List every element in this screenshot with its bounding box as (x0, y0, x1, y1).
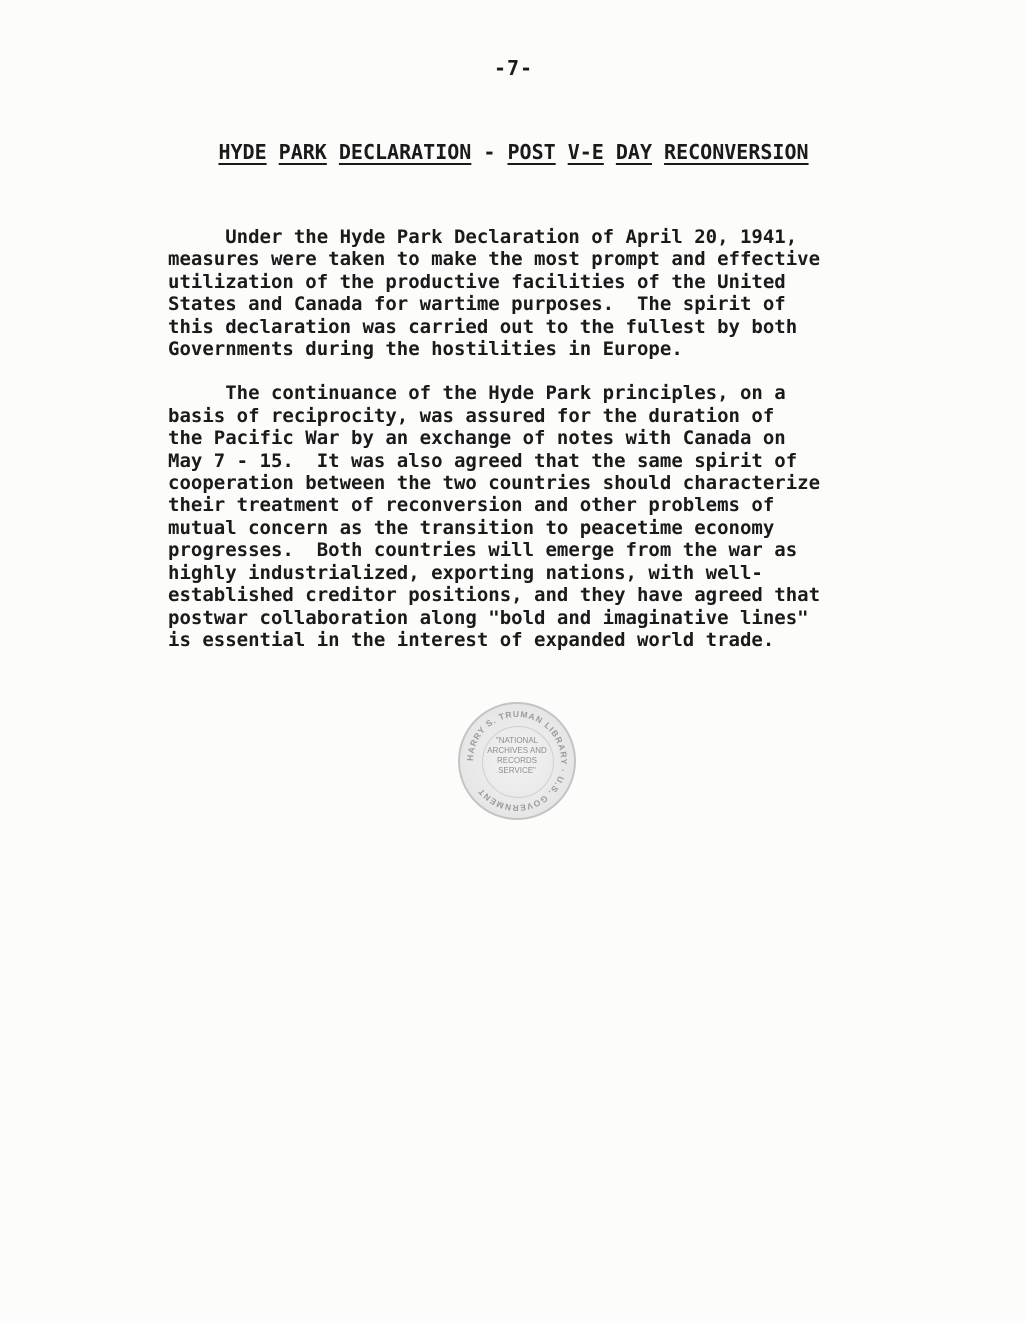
text-line: the Pacific War by an exchange of notes with Canada on (168, 427, 786, 450)
page-title (0, 140, 1027, 164)
text-line: highly industrialized, exporting nations, with well- (168, 561, 763, 584)
title-word: DAY (615, 140, 652, 164)
text-line: established creditor positions, and they have agreed that (168, 584, 821, 607)
text-line: progresses. Both countries will emerge from the war as (168, 539, 798, 562)
document-body (168, 226, 908, 673)
title-word: POST (507, 140, 556, 164)
paragraph-2 (168, 382, 908, 651)
title-separator: - (483, 140, 496, 164)
title-word: HYDE (218, 140, 267, 164)
text-line: postwar collaboration along "bold and imaginative lines" (168, 606, 809, 629)
page-number: -7- (493, 56, 534, 80)
title-word: PARK (278, 140, 327, 164)
text-line: measures were taken to make the most prompt and effective (168, 248, 821, 271)
text-line: Governments during the hostilities in Europe. (168, 338, 683, 361)
archive-stamp (458, 702, 576, 820)
stamp-ring-text: HARRY S. TRUMAN LIBRARY · U.S. GOVERNMENT (464, 708, 570, 814)
stamp-line: "NATIONAL (495, 736, 539, 745)
text-line: this declaration was carried out to the fullest by both (168, 315, 798, 338)
text-line: cooperation between the two countries should characterize (168, 472, 821, 495)
title-word: RECONVERSION (664, 140, 809, 164)
text-line: basis of reciprocity, was assured for the duration of (168, 404, 775, 427)
text-line: utilization of the productive facilities of the United (168, 270, 786, 293)
stamp-center-text (460, 736, 574, 776)
stamp-line: RECORDS (496, 756, 537, 765)
text-line: mutual concern as the transition to peacetime economy (168, 516, 775, 539)
text-line: is essential in the interest of expanded world trade. (168, 628, 775, 651)
title-word: DECLARATION (338, 140, 472, 164)
paragraph-1 (168, 226, 908, 360)
text-line: May 7 - 15. It was also agreed that the same spirit of (168, 449, 798, 472)
stamp-line: ARCHIVES AND (487, 746, 547, 755)
stamp-line: SERVICE" (498, 766, 536, 775)
title-word: V-E (567, 140, 604, 164)
text-line: Under the Hyde Park Declaration of April 20, 1941, (168, 226, 798, 248)
text-line: their treatment of reconversion and other problems of (168, 494, 775, 517)
text-line: The continuance of the Hyde Park principles, on a (168, 382, 786, 405)
text-line: States and Canada for wartime purposes. The spirit of (168, 293, 786, 316)
